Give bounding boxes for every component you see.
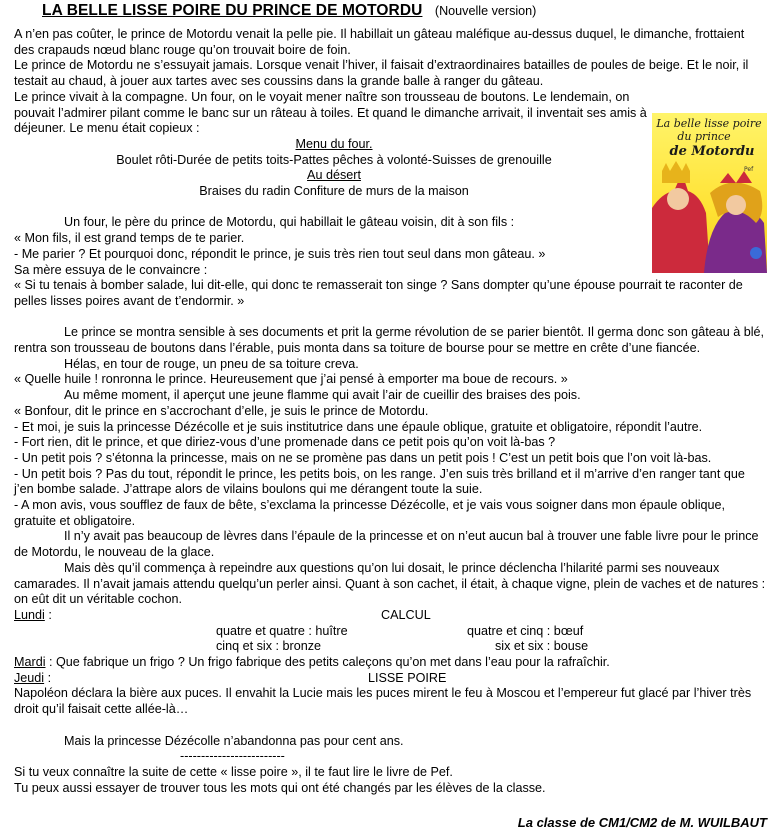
class-signature: La classe de CM1/CM2 de M. WUILBAUT — [517, 815, 767, 830]
jeudi-label: Jeudi — [14, 670, 45, 685]
mardi-text: : Que fabrique un frigo ? Un frigo fabrique des petits caleçons qu’on met dans l’eau pour la rafraîchir. — [45, 655, 610, 670]
dialogue-line: « Mon fils, il est grand temps de te parier. — [14, 231, 245, 246]
story-paragraph: - Et moi, je suis la princesse Dézécolle et je suis institutrice dans une épaule oblique, gratuite et obligatoire, répondit l’autre. — [14, 419, 703, 434]
mardi-label: Mardi — [14, 655, 46, 670]
story-paragraph: « Quelle huile ! ronronna le prince. Heureusement que j’ai pensé à emporter ma boue de recours. » — [14, 372, 568, 387]
menu-heading-dessert: Au désert — [307, 168, 361, 183]
lundi-row — [14, 608, 766, 624]
story-paragraph: Le prince se montra sensible à ses documents et prit la germe révolution de se parier bientôt. Il germa donc son gâteau à blé, rentra son trousseau de boutons dans l’érable, puis monta dans sa toiture de bourse pour se mettre en crête d’une fiancée. — [14, 325, 765, 356]
lisse-poire-heading: LISSE POIRE — [368, 670, 447, 685]
menu-line-dessert: Braises du radin Confiture de murs de la maison — [199, 184, 469, 199]
spacer — [14, 718, 766, 734]
cover-title-line3: de Motordu — [669, 144, 755, 159]
footer-line: Si tu veux connaître la suite de cette « lisse poire », il te faut lire le livre de Pef. — [14, 764, 453, 779]
cover-title-line1: La belle lisse poire — [656, 117, 762, 130]
story-paragraph: « Bonfour, dit le prince en s’accrochant d’elle, je suis le prince de Motordu. — [14, 403, 429, 418]
menu-heading-main: Menu du four. — [295, 136, 373, 151]
spacer — [14, 310, 766, 326]
story-paragraph: Au même moment, il aperçut une jeune flamme qui avait l’air de cueillir des braises des pois. — [64, 388, 581, 403]
page-title: LA BELLE LISSE POIRE DU PRINCE DE MOTORDU — [42, 2, 423, 19]
story-paragraph: - A mon avis, vous soufflez de faux de bête, s’exclama la princesse Dézécolle, et je vais vous soigner dans mon épaule oblique, gratuite et obligatoire. — [14, 498, 726, 528]
paragraph-intro-1: A n’en pas coûter, le prince de Motordu venait la pelle pie. Il habillait un gâteau maléfique au-dessus duquel, le dimanche, frottaient des crapauds nœud blanc rouge qu’on trouvait boire de foin. — [14, 27, 745, 57]
paragraph-intro-2: Le prince de Motordu ne s’essuyait jamais. Lorsque venait l’hiver, il faisait d’extraordinaires batailles de poules de beige. Et le noir, il testait au chaud, à jouer aux tartes avec ses coussins dans la grande balle à ranger du gâteau. — [14, 58, 749, 89]
story-paragraph: Il n’y avait pas beaucoup de lèvres dans l’épaule de la princesse et on n’eut aucun bal à trouver une fable livre pour le prince de Motordu, le nouveau de la glace. — [14, 529, 759, 560]
story-paragraph: - Un petit bois ? Pas du tout, répondit le prince, les petits bois, on les range. J’en suis très brilland et il m’arrive d’en ranger tant que j’en bombe salade. J’attrape alors de vilains boulons qui me dérangent toute la suie. — [14, 466, 745, 497]
dialogue-line: Sa mère essuya de le convaincre : — [14, 262, 208, 277]
paragraph-intro-3: Le prince vivait à la compagne. Un four, on le voyait mener naître son trousseau de boutons. Le lendemain, on pouvait l’admirer pilant comme le banc sur un râteau à toiles. Et quand le dimanche arrivait, il inventait ses amis à déjeuner. Le menu était copieux : — [14, 89, 647, 136]
calcul-item: six et six : bouse — [495, 639, 589, 654]
story-paragraph: Hélas, en tour de rouge, un pneu de sa toiture creva. — [64, 356, 359, 371]
lundi-label: Lundi — [14, 607, 45, 622]
dialogue-line: - Me parier ? Et pourquoi donc, répondit le prince, je suis très rien tout seul dans mon gâteau. » — [14, 246, 546, 261]
calcul-grid — [14, 624, 766, 655]
story-paragraph: Mais dès qu’il commença à repeindre aux questions qu’on lui dosait, le prince déclencha l’hilarité parmi ses nouveaux camarades. Il n’avait jamais attendu quelqu’un perler ainsi. Quant à son cachet, il était, à chaque vigne, plein de vaches et de natures : on eût dit un véritable cochon. — [14, 560, 766, 607]
cover-author: Pef — [744, 166, 754, 173]
document-body — [14, 27, 766, 796]
header — [42, 2, 536, 20]
separator-line: ------------------------- — [180, 749, 285, 764]
calcul-heading: CALCUL — [381, 607, 431, 622]
cover-title-line2: du prince — [677, 130, 731, 143]
calcul-item: quatre et quatre : huître — [216, 623, 348, 638]
jeudi-row — [14, 671, 766, 687]
spacer — [14, 200, 766, 216]
ending-line: Mais la princesse Dézécolle n’abandonna pas pour cent ans. — [64, 733, 404, 748]
dialogue-line: « Si tu tenais à bomber salade, lui dit-elle, qui donc te remasserait ton singe ? Sans dompter qu’une épouse pourrait te raconter de pelles lisses poires avant de t’endormir. » — [14, 278, 743, 308]
footer-line: Tu peux aussi essayer de trouver tous les mots qui ont été changés par les élèves de la classe. — [14, 780, 546, 795]
lundi-colon: : — [44, 607, 52, 622]
story-paragraph: - Un petit pois ? s’étonna la princesse, mais on ne se promène pas dans un petit pois ! C’est un petit bois que l’on voit là-bas. — [14, 450, 712, 465]
calcul-item: cinq et six : bronze — [216, 639, 321, 654]
menu-line-main: Boulet rôti-Durée de petits toits-Pattes pêches à volonté-Suisses de grenouille — [116, 152, 552, 167]
napoleon-paragraph: Napoléon déclara la bière aux puces. Il envahit la Lucie mais les puces mirent le feu à Moscou et l’empereur fut glacé par l’hiver très droit qu’il faisait cette allée-là… — [14, 686, 752, 717]
dialogue-intro: Un four, le père du prince de Motordu, qui habillait le gâteau voisin, dit à son fils : — [64, 215, 515, 230]
page-subtitle: (Nouvelle version) — [434, 4, 537, 18]
jeudi-colon: : — [44, 670, 52, 685]
story-paragraph: - Fort rien, dit le prince, et que diriez-vous d’une promenade dans ce petit pois qu’on voit là-bas ? — [14, 435, 556, 450]
mardi-row — [14, 655, 766, 671]
calcul-item: quatre et cinq : bœuf — [467, 623, 584, 638]
